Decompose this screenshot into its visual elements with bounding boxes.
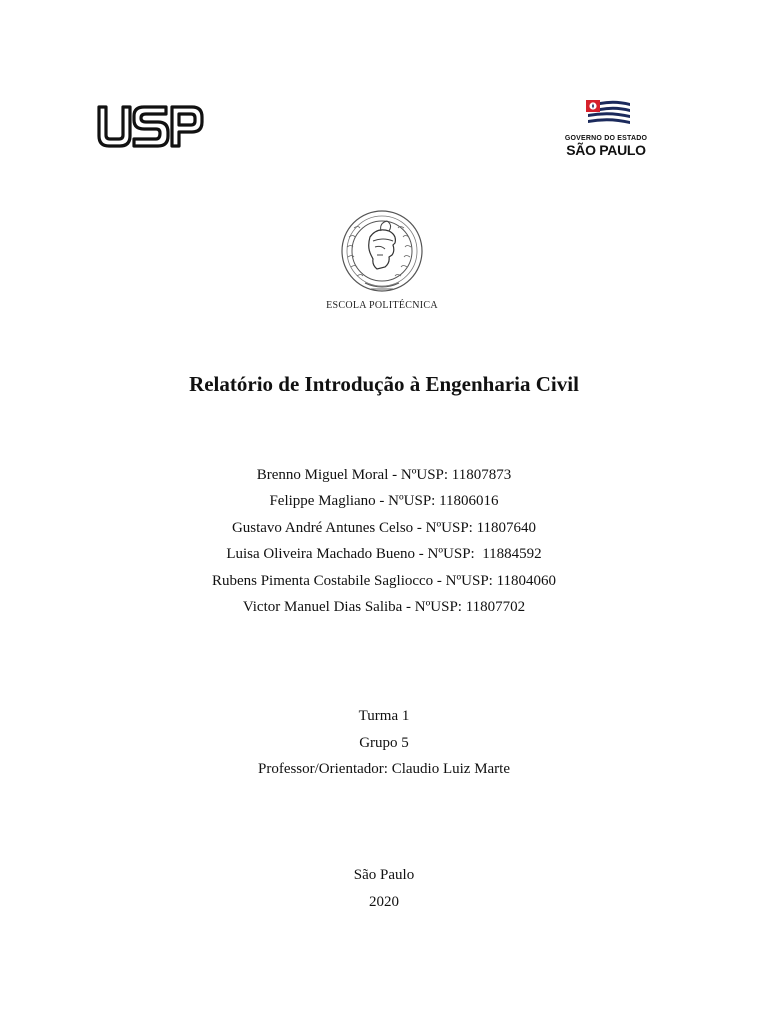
professor-label: Professor/Orientador: Claudio Luiz Marte [257, 761, 511, 777]
author-line: Felippe Magliano - NºUSP: 11806016 [269, 493, 499, 510]
city-label: São Paulo [353, 867, 415, 883]
author-line: Gustavo André Antunes Celso - NºUSP: 11807640 [231, 519, 537, 536]
year-label: 2020 [369, 893, 399, 910]
footer [0, 862, 768, 915]
sp-name-label: SÃO PAULO [566, 142, 646, 158]
sp-government-logo [556, 92, 668, 162]
sp-flag-icon [584, 98, 630, 128]
author-list [0, 462, 768, 620]
sp-government-label: GOVERNO DO ESTADO [564, 135, 648, 142]
author-line: Luisa Oliveira Machado Bueno - NºUSP: 11884592 [226, 546, 542, 563]
seal-caption: ESCOLA POLITÉCNICA [326, 300, 438, 311]
document-title: Relatório de Introdução à Engenharia Civil [189, 372, 579, 396]
turma-label: Turma 1 [358, 708, 410, 724]
escola-politecnica-seal [337, 207, 427, 299]
author-line: Victor Manuel Dias Saliba - NºUSP: 11807702 [242, 598, 526, 615]
author-line: Brenno Miguel Moral - NºUSP: 11807873 [256, 467, 512, 483]
grupo-label: Grupo 5 [359, 734, 409, 751]
author-line: Rubens Pimenta Costabile Sagliocco - NºUSP: 11804060 [211, 572, 557, 589]
usp-logo [96, 102, 206, 150]
class-info [0, 703, 768, 783]
